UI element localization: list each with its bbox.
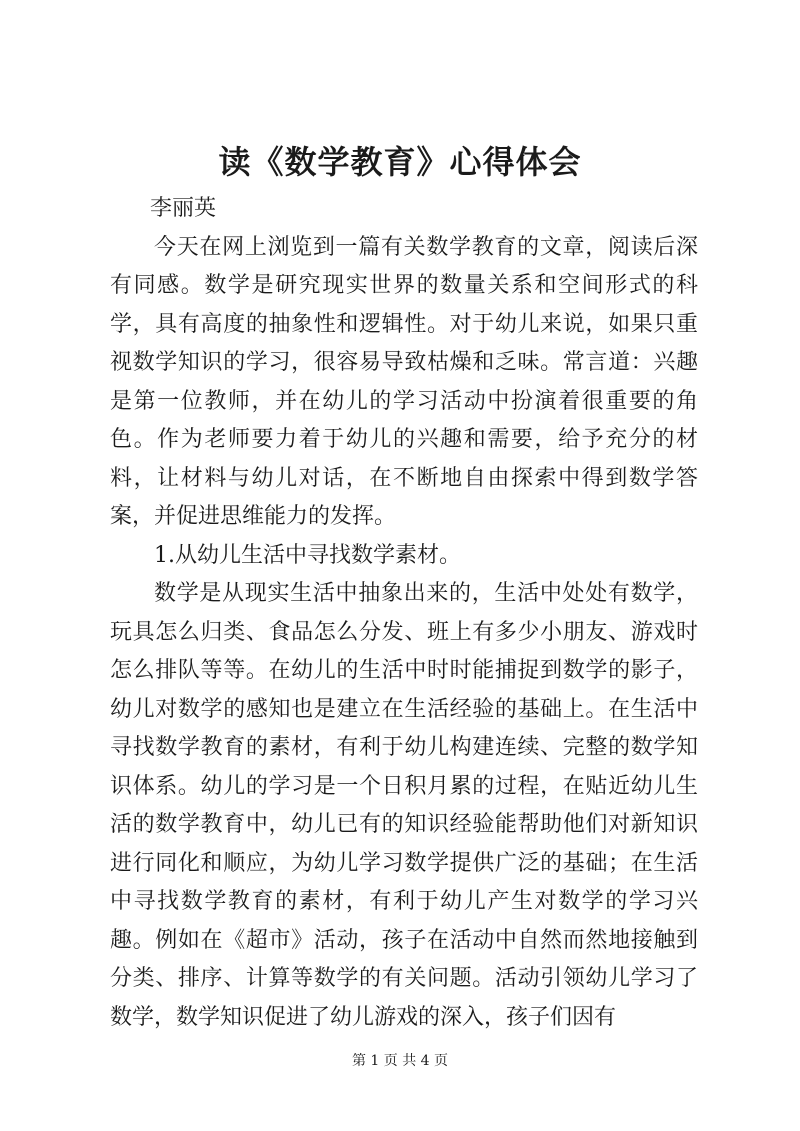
document-body bbox=[110, 190, 698, 1037]
author-name: 李丽英 bbox=[150, 196, 217, 221]
page-title: 读《数学教育》心得体会 bbox=[218, 143, 582, 181]
page-footer: 第 1 页 共 4 页 bbox=[351, 1053, 449, 1069]
section-heading: 1.从幼儿生活中寻找数学素材。 bbox=[154, 542, 461, 568]
paragraph: 数学是从现实生活中抽象出来的，生活中处处有数学，玩具怎么归类、食品怎么分发、班上有多少小朋友、游戏时怎么排队等等。在幼儿的生活中时时能捕捉到数学的影子，幼儿对数学的感知也是建立在生活经验的基础上。在生活中寻找数学教育的素材，有利于幼儿构建连续、完整的数学知识体系。幼儿的学习是一个日积月累的过程，在贴近幼儿生活的数学教育中，幼儿已有的知识经验能帮助他们对新知识进行同化和顺应，为幼儿学习数学提供广泛的基础；在生活中寻找数学教育的素材，有利于幼儿产生对数学的学习兴趣。例如在《超市》活动，孩子在活动中自然而然地接触到分类、排序、计算等数学的有关问题。活动引领幼儿学习了数学，数学知识促进了幼儿游戏的深入，孩子们因有 bbox=[110, 581, 698, 1030]
paragraph: 今天在网上浏览到一篇有关数学教育的文章，阅读后深有同感。数学是研究现实世界的数量关系和空间形式的科学，具有高度的抽象性和逻辑性。对于幼儿来说，如果只重视数学知识的学习，很容易导致枯燥和乏味。常言道：兴趣是第一位教师，并在幼儿的学习活动中扮演着很重要的角色。作为老师要力着于幼儿的兴趣和需要，给予充分的材料，让材料与幼儿对话，在不断地自由探索中得到数学答案，并促进思维能力的发挥。 bbox=[110, 234, 698, 529]
